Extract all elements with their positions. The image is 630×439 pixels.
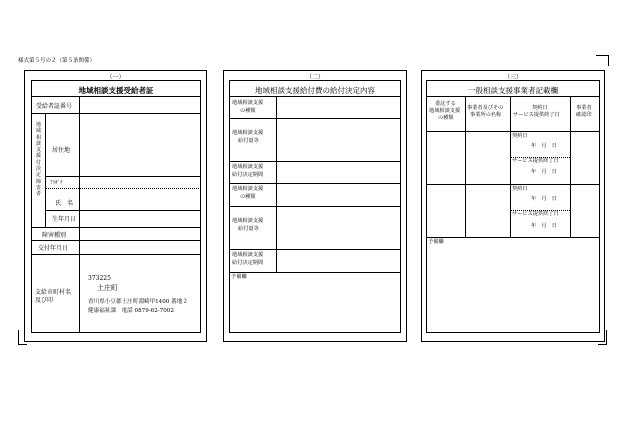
rule bbox=[426, 237, 600, 238]
rule bbox=[31, 254, 201, 255]
col-contract-1: 契約日 bbox=[532, 105, 548, 111]
postal-code: 373225 bbox=[88, 275, 111, 282]
rule bbox=[426, 96, 600, 97]
municipality-label-2: 及び印 bbox=[35, 297, 54, 304]
rule bbox=[229, 118, 401, 119]
rule bbox=[79, 227, 80, 254]
p2-row6-label-a: 地域相談支援 bbox=[232, 252, 264, 258]
col-service-type-1: 委託する bbox=[435, 101, 456, 107]
rule bbox=[229, 249, 401, 250]
p2-remarks-label: 予備欄 bbox=[231, 274, 247, 280]
p3-remarks-label: 予備欄 bbox=[428, 239, 444, 245]
rule bbox=[426, 131, 600, 132]
p2-row3-label-a: 地域相談支援 bbox=[232, 164, 264, 170]
r2-contract-label: 契約日 bbox=[512, 186, 528, 192]
r1-end-label: サービス提供終了日 bbox=[512, 158, 559, 164]
rule bbox=[229, 161, 401, 162]
p2-row6-label-b: 給付決定期間 bbox=[232, 260, 264, 266]
panel1-number: （一） bbox=[106, 74, 125, 81]
rule bbox=[45, 210, 201, 211]
name-label: 氏 名 bbox=[55, 200, 74, 207]
r2-end-label: サービス提供終了日 bbox=[512, 211, 559, 217]
rule bbox=[31, 96, 201, 97]
disability-type-label: 障害種別 bbox=[42, 232, 67, 239]
p2-row4-label-a: 地域相談支援 bbox=[232, 186, 264, 192]
rule bbox=[229, 272, 401, 273]
panel1-title: 地域相談支援受給者証 bbox=[78, 86, 154, 95]
address-label: 居住地 bbox=[52, 147, 71, 154]
department-phone: 健康福祉課 電話 0879-62-7002 bbox=[88, 308, 174, 314]
rule bbox=[31, 227, 201, 228]
r1-contract-date: 年 月 日 bbox=[531, 143, 557, 149]
col-seal-2: 確認印 bbox=[576, 112, 592, 118]
p2-row5-label-b: 給付量等 bbox=[238, 226, 259, 232]
rule bbox=[570, 96, 571, 237]
rule bbox=[426, 184, 600, 185]
rule bbox=[45, 176, 201, 177]
rule bbox=[31, 240, 201, 241]
town-name: 土庄町 bbox=[97, 284, 118, 292]
municipality-label-1: 支給市町村名 bbox=[35, 289, 72, 296]
r2-end-date: 年 月 日 bbox=[531, 223, 557, 229]
municipality-address: 香川県小豆郡土庄町淵崎甲1400 番地２ bbox=[88, 299, 188, 305]
birth-date-label: 生年月日 bbox=[52, 216, 77, 223]
rule bbox=[465, 96, 466, 237]
crop-mark-top-right bbox=[596, 55, 609, 66]
issue-date-label: 交付年月日 bbox=[38, 245, 69, 252]
rule bbox=[229, 183, 401, 184]
col-seal-1: 事業者 bbox=[576, 105, 592, 111]
furigana-label: ﾌﾘｶﾞﾅ bbox=[50, 180, 63, 186]
r1-contract-label: 契約日 bbox=[512, 133, 528, 139]
recipient-number-label: 受給者証番号 bbox=[36, 103, 73, 110]
rule bbox=[229, 96, 401, 97]
panel2-title: 地域相談支援給付費の給付決定内容 bbox=[255, 86, 375, 95]
form-header: 様式第５号の２（第５条関係） bbox=[18, 58, 96, 64]
panel3-number: （三） bbox=[503, 74, 522, 81]
rule bbox=[229, 206, 401, 207]
decision-holder-vertical-label: 地域相談支援付決定障害者 bbox=[36, 122, 42, 198]
rule bbox=[45, 188, 201, 189]
rule bbox=[79, 96, 80, 234]
p2-row1-label-a: 地域相談支援 bbox=[232, 100, 264, 106]
col-provider-2: 事業所の名称 bbox=[470, 112, 502, 118]
r1-end-date: 年 月 日 bbox=[531, 169, 557, 175]
p2-row3-label-b: 給付決定期間 bbox=[232, 172, 264, 178]
panel3-title: 一般相談支援事業者記載欄 bbox=[468, 86, 558, 95]
p2-row4-label-b: の種類 bbox=[240, 194, 256, 200]
col-contract-2: サービス提供終了日 bbox=[513, 112, 560, 118]
rule bbox=[79, 254, 80, 333]
col-provider-1: 事業者及びその bbox=[467, 105, 504, 111]
r2-contract-date: 年 月 日 bbox=[531, 196, 557, 202]
rule bbox=[31, 113, 201, 114]
col-service-type-2: 地域相談支援 bbox=[429, 108, 461, 114]
rule bbox=[276, 96, 277, 273]
rule bbox=[510, 96, 511, 237]
p2-row2-label-b: 給付量等 bbox=[238, 138, 259, 144]
col-service-type-3: の種類 bbox=[438, 115, 454, 121]
p2-row5-label-a: 地域相談支援 bbox=[232, 218, 264, 224]
p2-row2-label-a: 地域相談支援 bbox=[232, 130, 264, 136]
panel2-number: （二） bbox=[305, 74, 324, 81]
p2-row1-label-b: の種類 bbox=[240, 108, 256, 114]
